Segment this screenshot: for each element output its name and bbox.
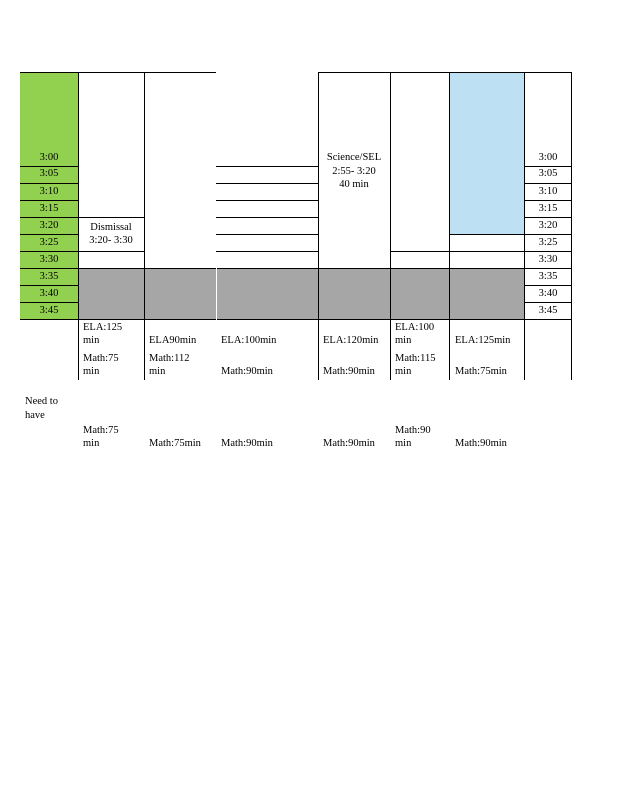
row-line bbox=[524, 217, 572, 218]
need-label-2: have bbox=[25, 410, 45, 421]
total-ela: ELA:100 bbox=[395, 322, 435, 333]
total-ela-unit: min bbox=[83, 335, 100, 346]
need-math-unit: min bbox=[83, 438, 100, 449]
need-math: Math:90min bbox=[455, 438, 507, 449]
total-math-unit: min bbox=[149, 366, 166, 377]
row-line bbox=[20, 217, 78, 218]
row-line bbox=[524, 251, 572, 252]
row-line bbox=[216, 166, 318, 167]
time-label: 3:00 bbox=[39, 152, 59, 163]
row-line bbox=[524, 285, 572, 286]
total-math: Math:115 bbox=[395, 353, 436, 364]
time-label: 3:15 bbox=[538, 203, 558, 214]
col-line bbox=[144, 72, 145, 380]
row-line bbox=[20, 200, 78, 201]
row-line bbox=[524, 200, 572, 201]
total-ela: ELA90min bbox=[149, 335, 197, 346]
total-ela: ELA:125min bbox=[455, 335, 511, 346]
row-line bbox=[216, 217, 318, 218]
blue-block bbox=[450, 73, 524, 234]
top-border bbox=[20, 72, 216, 73]
dismissal-time: 3:20- 3:30 bbox=[89, 235, 133, 246]
total-math-unit: min bbox=[395, 366, 412, 377]
need-math: Math:90min bbox=[221, 438, 273, 449]
science-label: Science/SEL bbox=[326, 152, 382, 163]
row-line bbox=[216, 251, 318, 252]
row-line bbox=[390, 251, 524, 252]
row-line bbox=[524, 302, 572, 303]
row-line bbox=[20, 234, 78, 235]
time-label: 3:10 bbox=[39, 186, 59, 197]
grid-bottom bbox=[20, 319, 572, 320]
white-divider bbox=[216, 268, 217, 320]
total-math: Math:75min bbox=[455, 366, 507, 377]
row-line bbox=[20, 268, 78, 269]
time-label: 3:25 bbox=[538, 237, 558, 248]
total-ela: ELA:125 bbox=[83, 322, 123, 333]
need-math: Math:75 bbox=[83, 425, 119, 436]
time-label: 3:10 bbox=[538, 186, 558, 197]
row-line bbox=[78, 251, 144, 252]
time-label: 3:35 bbox=[39, 271, 59, 282]
time-label: 3:15 bbox=[39, 203, 59, 214]
time-label: 3:40 bbox=[538, 288, 558, 299]
total-ela-unit: min bbox=[395, 335, 412, 346]
need-label: Need to bbox=[25, 396, 58, 407]
time-label: 3:20 bbox=[538, 220, 558, 231]
row-line bbox=[20, 285, 78, 286]
row-line bbox=[216, 183, 318, 184]
row-line bbox=[20, 251, 78, 252]
col-line bbox=[449, 72, 450, 380]
row-line bbox=[20, 183, 78, 184]
row-line bbox=[450, 234, 524, 235]
dismissal-label: Dismissal bbox=[90, 222, 132, 233]
total-ela: ELA:120min bbox=[323, 335, 379, 346]
need-math: Math:90 bbox=[395, 425, 431, 436]
row-line bbox=[524, 234, 572, 235]
time-label: 3:45 bbox=[39, 305, 59, 316]
total-math: Math:90min bbox=[323, 366, 375, 377]
time-label: 3:05 bbox=[538, 168, 558, 179]
top-border-right bbox=[318, 72, 572, 73]
time-label: 3:00 bbox=[538, 152, 558, 163]
row-line bbox=[78, 217, 144, 218]
total-math: Math:75 bbox=[83, 353, 119, 364]
row-line bbox=[20, 302, 78, 303]
need-math: Math:90min bbox=[323, 438, 375, 449]
time-label: 3:45 bbox=[538, 305, 558, 316]
science-duration: 40 min bbox=[339, 179, 369, 190]
col-line bbox=[390, 72, 391, 380]
need-math: Math:75min bbox=[149, 438, 201, 449]
row-line bbox=[20, 166, 78, 167]
time-label: 3:30 bbox=[538, 254, 558, 265]
time-label: 3:30 bbox=[39, 254, 59, 265]
row-line bbox=[524, 268, 572, 269]
time-label: 3:40 bbox=[39, 288, 59, 299]
total-math-unit: min bbox=[83, 366, 100, 377]
total-ela: ELA:100min bbox=[221, 335, 277, 346]
time-label: 3:25 bbox=[39, 237, 59, 248]
science-time: 2:55- 3:20 bbox=[332, 166, 376, 177]
time-label: 3:20 bbox=[39, 220, 59, 231]
row-line bbox=[524, 166, 572, 167]
total-math: Math:90min bbox=[221, 366, 273, 377]
time-label: 3:35 bbox=[538, 271, 558, 282]
row-line bbox=[524, 183, 572, 184]
need-math-unit: min bbox=[395, 438, 412, 449]
time-label: 3:05 bbox=[39, 168, 59, 179]
total-math: Math:112 bbox=[149, 353, 190, 364]
col-line bbox=[318, 72, 319, 380]
row-line bbox=[216, 200, 318, 201]
row-line bbox=[216, 234, 318, 235]
